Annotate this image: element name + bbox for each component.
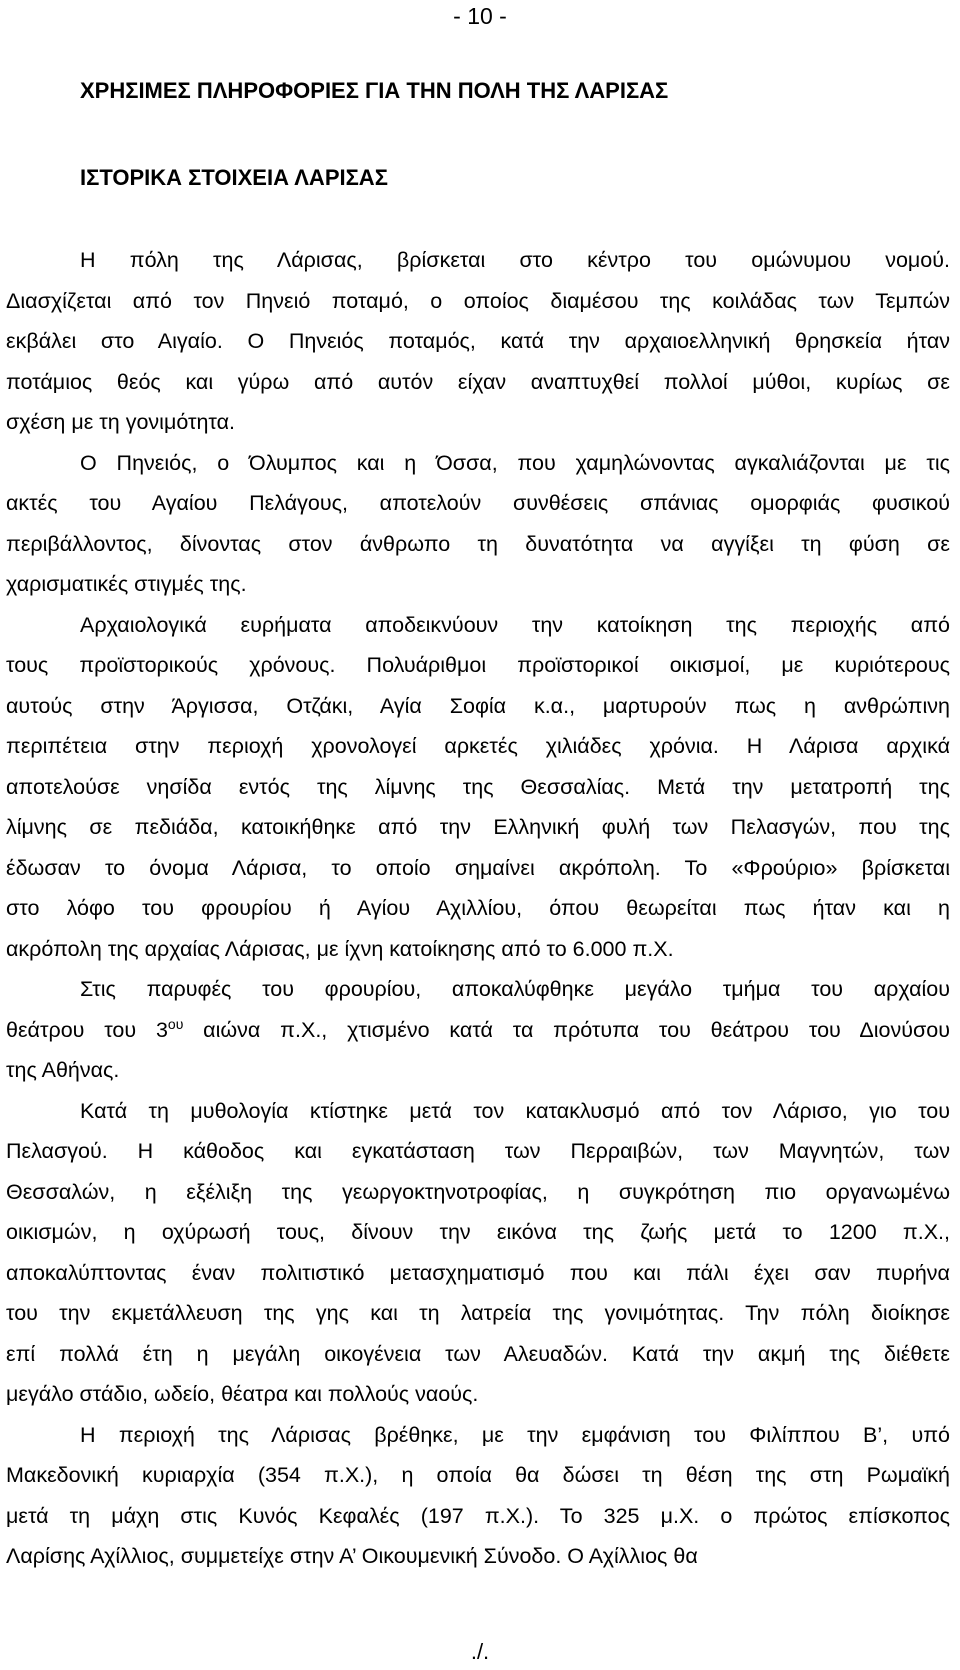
text-line: σχέση με τη γονιμότητα. [6,410,236,434]
text-line: του την εκμετάλλευση της γης και τη λατρεία της γονιμότητας. Την πόλη διοίκησε [6,1301,950,1325]
paragraph-5 [6,1097,950,1421]
text-line: ακρόπολη της αρχαίας Λάρισας, με ίχνη κατοίκησης από το 6.000 π.Χ. [6,936,674,961]
text-segment: αιώνα π.Χ., χτισμένο κατά τα πρότυπα του θεάτρου του Διονύσου [183,1017,950,1042]
text-line: Κατά τη μυθολογία κτίστηκε μετά τον κατακλυσμό από τον Λάρισο, γιο του [80,1098,950,1123]
text-line: Πελασγού. Η κάθοδος και εγκατάσταση των Περραιβών, των Μαγνητών, των [6,1139,950,1163]
page-continuation-mark: ./. [470,1639,490,1664]
text-line: αποτελούσε νησίδα εντός της λίμνης της Θεσσαλίας. Μετά την μετατροπή της [6,774,950,799]
text-line: Η πόλη της Λάρισας, βρίσκεται στο κέντρο του ομώνυμου νομού. [80,248,950,272]
text-line: οικισμών, η οχύρωσή τους, δίνουν την εικόνα της ζωής μετά το 1200 π.Χ., [6,1220,950,1244]
text-line: τους προϊστορικούς χρόνους. Πολυάριθμοι προϊστορικοί οικισμοί, με κυριότερους [6,653,950,677]
document-title: ΧΡΗΣΙΜΕΣ ΠΛΗΡΟΦΟΡΙΕΣ ΓΙΑ ΤΗΝ ΠΟΛΗ ΤΗΣ ΛΑΡΙΣΑΣ [80,78,669,103]
text-line: μεγάλο στάδιο, ωδείο, θέατρα και πολλούς ναούς. [6,1382,479,1406]
paragraph-1 [6,246,950,449]
text-line: Η περιοχή της Λάρισας βρέθηκε, με την εμφάνιση του Φιλίππου Β’, υπό [80,1422,950,1447]
text-line: Στις παρυφές του φρουρίου, αποκαλύφθηκε μεγάλο τμήμα του αρχαίου [80,977,950,1001]
text-line: εκβάλει στο Αιγαίο. Ο Πηνειός ποταμός, κατά την αρχαιοελληνική θρησκεία ήταν [6,329,950,353]
text-line: έδωσαν το όνομα Λάρισα, το οποίο σημαίνει ακρόπολη. Το «Φρούριο» βρίσκεται [6,855,950,880]
text-line: λίμνης σε πεδιάδα, κατοικήθηκε από την Ελληνική φυλή των Πελασγών, που της [6,815,950,839]
text-line: στο λόφο του φρουρίου ή Αγίου Αχιλλίου, όπου θεωρείται πως ήταν και η [6,896,950,920]
text-line: Ο Πηνειός, ο Όλυμπος και η Όσσα, που χαμηλώνοντας αγκαλιάζονται με τις [80,450,950,475]
text-line: περιπέτεια στην περιοχή χρονολογεί αρκετές χιλιάδες χρόνια. Η Λάρισα αρχικά [6,734,950,758]
body-text [6,246,950,1583]
text-segment: θεάτρου του 3 [6,1017,168,1042]
text-line: ακτές του Αγαίου Πελάγους, αποτελούν συνθέσεις σπάνιας ομορφιάς φυσικού [6,491,950,515]
text-line: Διασχίζεται από τον Πηνειό ποταμό, ο οποίος διαμέσου της κοιλάδας των Τεμπών [6,288,950,313]
text-line: μετά τη μάχη στις Κυνός Κεφαλές (197 π.Χ.). Το 325 μ.Χ. ο πρώτος επίσκοπος [6,1503,950,1528]
paragraph-4 [6,975,950,1097]
text-line: Αρχαιολογικά ευρήματα αποδεικνύουν την κατοίκηση της περιοχής από [80,612,950,637]
text-line: αυτούς στην Άργισσα, Οτζάκι, Αγία Σοφία κ.α., μαρτυρούν πως η ανθρώπινη [6,693,950,718]
page-number: - 10 - [453,3,507,29]
paragraph-6 [6,1421,950,1583]
text-line: ποτάμιος θεός και γύρω από αυτόν είχαν αναπτυχθεί πολλοί μύθοι, κυρίως σε [6,369,950,394]
text-line: της Αθήνας. [6,1058,120,1082]
text-line: Μακεδονική κυριαρχία (354 π.Χ.), η οποία θα δώσει τη θέση της στη Ρωμαϊκή [6,1463,950,1487]
text-line: αποκαλύπτοντας έναν πολιτιστικό μετασχηματισμό που και πάλι έχει σαν πυρήνα [6,1260,950,1285]
text-line: Θεσσαλών, η εξέλιξη της γεωργοκτηνοτροφίας, η συγκρότηση πιο οργανωμένω [6,1179,950,1204]
ordinal-superscript: ου [167,1015,184,1032]
text-line: επί πολλά έτη η μεγάλη οικογένεια των Αλευαδών. Κατά την ακμή της διέθετε [6,1341,950,1366]
text-line: Λαρίσης Αχίλλιος, συμμετείχε στην Α’ Οικουμενική Σύνοδο. Ο Αχίλλιος θα [6,1544,698,1568]
text-line [6,1016,950,1057]
text-line: περιβάλλοντος, δίνοντας στον άνθρωπο τη δυνατότητα να αγγίξει τη φύση σε [6,531,950,556]
paragraph-2 [6,449,950,611]
text-line: χαρισματικές στιγμές της. [6,572,247,596]
section-heading: ΙΣΤΟΡΙΚΑ ΣΤΟΙΧΕΙΑ ΛΑΡΙΣΑΣ [80,165,388,190]
paragraph-3 [6,611,950,976]
